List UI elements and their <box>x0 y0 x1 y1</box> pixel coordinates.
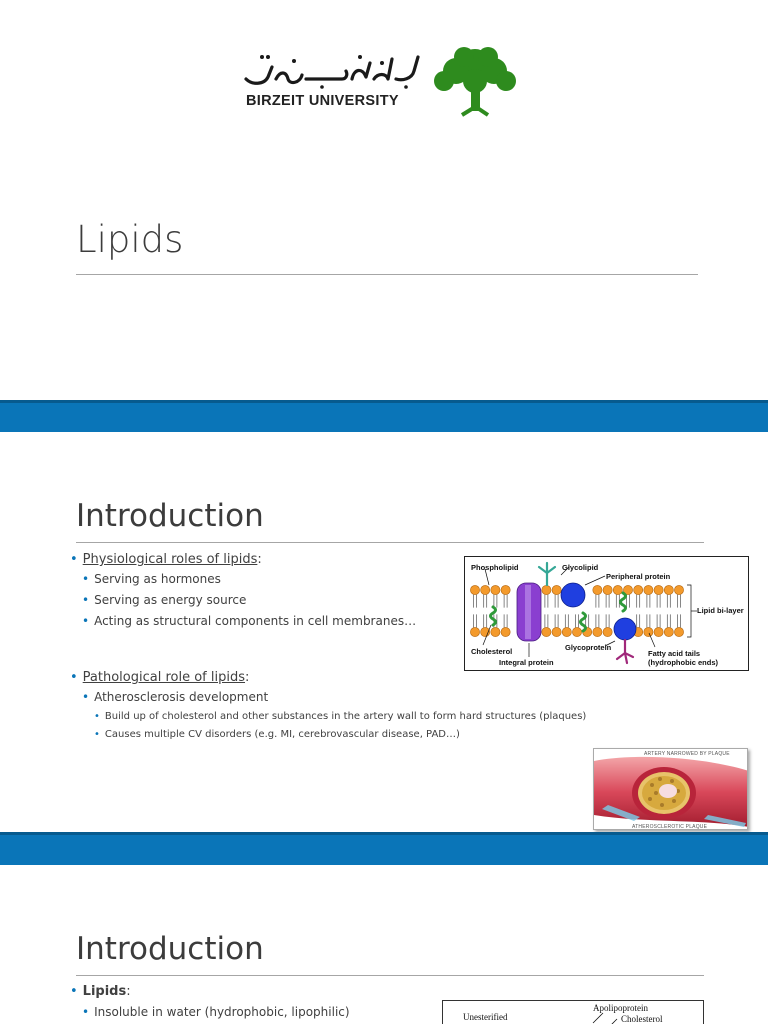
fatty-acid-tail-bottom <box>555 614 558 627</box>
fatty-acid-tail-top <box>474 595 477 608</box>
cholesterol-molecule <box>621 593 626 611</box>
label-fatty-acid-tails: Fatty acid tails <box>648 649 701 658</box>
fatty-acid-tail-bottom <box>606 614 609 627</box>
phospholipid-head-bottom <box>572 627 581 636</box>
fatty-acid-tail-bottom <box>647 614 650 627</box>
artery-plaque-image <box>593 748 748 830</box>
fatty-acid-tail-bottom <box>474 614 477 627</box>
phospholipid-head-bottom <box>603 627 612 636</box>
phospholipid-head-top <box>470 585 479 594</box>
slide-title: Introduction <box>76 498 264 534</box>
phospholipid-head-top <box>481 585 490 594</box>
slide-title: Introduction <box>76 931 264 967</box>
fatty-acid-tail-bottom <box>667 614 670 627</box>
phospholipid-head-bottom <box>501 627 510 636</box>
sub-bullet-atherosclerosis: • Atherosclerosis development <box>82 690 269 704</box>
phospholipid-head-bottom <box>593 627 602 636</box>
fatty-acid-tail-top <box>667 595 670 608</box>
bullet-physiological-roles: • Physiological roles of lipids: <box>70 552 262 567</box>
peripheral-protein <box>561 583 585 607</box>
phospholipid-head-bottom <box>674 627 683 636</box>
fatty-acid-tail-bottom <box>565 614 568 627</box>
phospholipid-head-bottom <box>491 627 500 636</box>
pointer-line <box>585 576 605 585</box>
fatty-acid-tail-bottom <box>545 614 548 627</box>
slide-separator-band <box>0 400 768 432</box>
phospholipid-head-top <box>593 585 602 594</box>
phospholipid-head-top <box>613 585 622 594</box>
fatty-acid-tail-bottom <box>576 614 579 627</box>
phospholipid-head-bottom <box>654 627 663 636</box>
label-cholesterol: Cholesterol <box>621 1014 663 1024</box>
label-hydrophobic-ends: (hydrophobic ends) <box>648 658 718 667</box>
fatty-acid-tail-top <box>596 595 599 608</box>
phospholipid-head-top <box>491 585 500 594</box>
fatty-acid-tail-top <box>504 595 507 608</box>
label-lipid-bilayer: Lipid bi-layer <box>697 606 744 615</box>
label-peripheral-protein: Peripheral protein <box>606 572 671 581</box>
fatty-acid-tail-bottom <box>657 614 660 627</box>
bullet-lipids: • Lipids: <box>70 984 131 999</box>
cell-membrane-diagram <box>464 556 749 671</box>
title-slide <box>0 0 768 400</box>
sub-sub-bullet-plaques: • Build up of cholesterol and other substances in the artery wall to form hard structures (plaques) <box>94 711 587 722</box>
fatty-acid-tail-top <box>545 595 548 608</box>
deck-title: Lipids <box>76 218 184 261</box>
fatty-acid-tail-top <box>637 595 640 608</box>
title-divider <box>76 542 704 543</box>
title-divider <box>76 975 704 976</box>
phospholipid-head-bottom <box>552 627 561 636</box>
introduction-slide <box>0 432 768 832</box>
label-apolipoprotein: Apolipoprotein <box>593 1003 648 1013</box>
label-glycoprotein: Glycoprotein <box>565 643 612 652</box>
fatty-acid-tail-top <box>555 595 558 608</box>
phospholipid-head-bottom <box>542 627 551 636</box>
pointer-line <box>687 585 691 637</box>
artery-top-caption: ARTERY NARROWED BY PLAQUE <box>644 751 730 757</box>
university-logo <box>242 45 527 117</box>
fatty-acid-tail-bottom <box>637 614 640 627</box>
slide-separator-band <box>0 832 768 865</box>
fatty-acid-tail-bottom <box>504 614 507 627</box>
phospholipid-head-top <box>552 585 561 594</box>
fatty-acid-tail-bottom <box>678 614 681 627</box>
sub-bullet-energy: • Serving as energy source <box>82 593 247 607</box>
fatty-acid-tail-top <box>616 595 619 608</box>
lipoprotein-diagram <box>442 1000 704 1024</box>
arabic-calligraphy-logo <box>242 49 424 89</box>
label-integral-protein: Integral protein <box>499 658 554 667</box>
sub-bullet-membranes: • Acting as structural components in cell membranes… <box>82 614 417 628</box>
cholesterol-molecule <box>581 613 586 631</box>
fatty-acid-tail-top <box>606 595 609 608</box>
phospholipid-head-bottom <box>470 627 479 636</box>
lipoprotein-pointer-lines <box>443 1001 704 1024</box>
phospholipid-head-top <box>654 585 663 594</box>
fatty-acid-tail-top <box>647 595 650 608</box>
fatty-acid-tail-top <box>484 595 487 608</box>
title-divider <box>76 274 698 275</box>
glycoprotein-chain <box>617 640 633 663</box>
introduction-slide-2 <box>0 865 768 1024</box>
fatty-acid-tail-top <box>494 595 497 608</box>
sub-bullet-insoluble: • Insoluble in water (hydrophobic, lipophilic) <box>82 1005 350 1019</box>
label-cholesterol: Cholesterol <box>471 647 513 656</box>
artery-bottom-caption: ATHEROSCLEROTIC PLAQUE <box>632 824 708 830</box>
fatty-acid-tail-bottom <box>484 614 487 627</box>
integral-protein-highlight <box>525 585 531 639</box>
fatty-acid-tail-top <box>678 595 681 608</box>
label-unesterified: Unesterified <box>463 1012 508 1022</box>
phospholipid-head-top <box>644 585 653 594</box>
phospholipid-head-bottom <box>562 627 571 636</box>
sub-sub-bullet-cv-disorders: • Causes multiple CV disorders (e.g. MI, cerebrovascular disease, PAD…) <box>94 729 460 740</box>
fatty-acid-tail-bottom <box>596 614 599 627</box>
university-name: BIRZEIT UNIVERSITY <box>246 93 399 109</box>
bullet-dot: • <box>70 552 78 567</box>
glycoprotein-body <box>614 618 636 640</box>
phospholipid-head-top <box>542 585 551 594</box>
glycolipid-chain <box>539 563 555 585</box>
bullet-pathological-role: • Pathological role of lipids: <box>70 670 250 685</box>
artery-drawing <box>594 749 748 830</box>
sub-bullet-hormones: • Serving as hormones <box>82 572 221 586</box>
phospholipid-head-top <box>501 585 510 594</box>
phospholipid-head-bottom <box>644 627 653 636</box>
phospholipid-head-top <box>603 585 612 594</box>
label-phospholipid: Phospholipid <box>471 563 519 572</box>
olive-tree-icon <box>428 45 522 117</box>
fatty-acid-tail-top <box>657 595 660 608</box>
phospholipid-head-top <box>674 585 683 594</box>
phospholipid-head-top <box>634 585 643 594</box>
cholesterol-molecule <box>491 607 496 625</box>
phospholipid-head-top <box>664 585 673 594</box>
label-glycolipid: Glycolipid <box>562 563 599 572</box>
phospholipid-head-bottom <box>664 627 673 636</box>
